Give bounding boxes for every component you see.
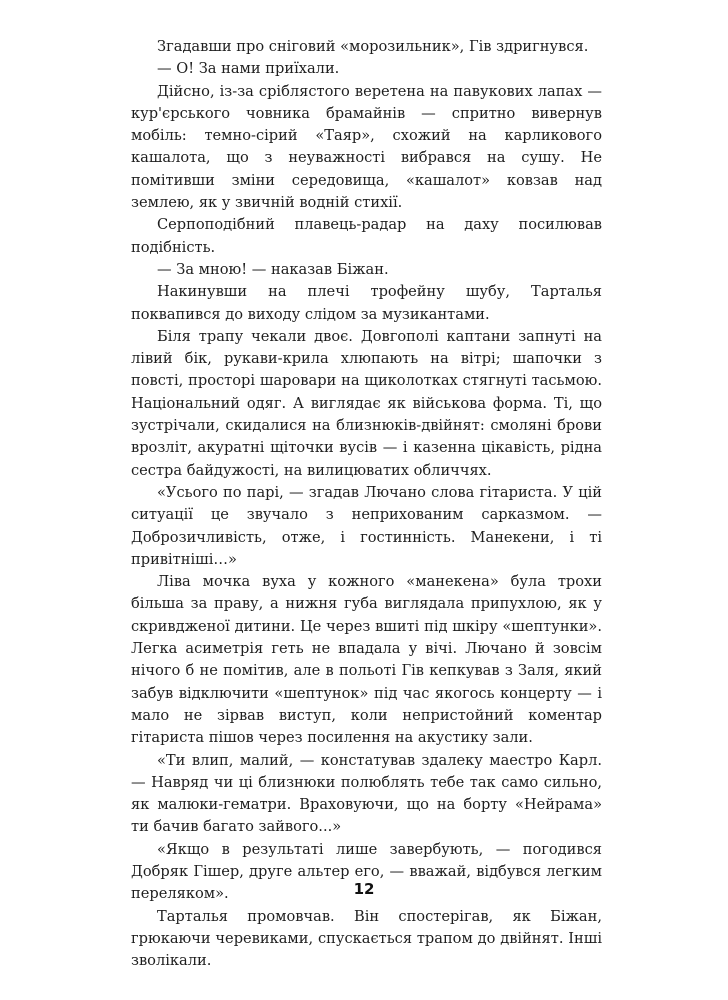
paragraph: Дійсно, із-за сріблястого веретена на павукових лапах — кур'єрського човника брамайнів — спритно вивернув мобіль: темно-сірий «Таяр», схожий на карликового кашалота, що з неуважності вибрався на сушу. Не помітивши зміни середовища, «кашалот» ковзав над землею, як у звичній водній стихії.	[131, 82, 602, 212]
paragraph: «Якщо в результаті лише завербують, — погодився Добряк Гішер, друге альтер его, — вважай, відбувся легким переляком».	[131, 840, 602, 903]
paragraph: — О! За нами приїхали.	[157, 60, 340, 78]
paragraph: Біля трапу чекали двоє. Довгополі каптани запнуті на лівий бік, рукави-крила хлюпають на вітрі; шапочки з повсті, просторі шаровари на щиколотках стягнуті тасьмою. Національний одяг. А виглядає як військова форма. Ті, що зустрічали, скидалися на близнюків-двійнят: смоляні брови врозліт, акуратні щіточки вусів — і казенна цікавість, рідна сестра байдужості, на вилицюватих обличчях.	[131, 327, 602, 479]
paragraph: Згадавши про сніговий «морозильник», Гів здригнувся.	[157, 38, 589, 55]
paragraph: Ліва мочка вуха у кожного «манекена» була трохи більша за праву, а нижня губа виглядала припухлою, як у скривдженої дитини. Це через вшиті під шкіру «шептунки». Легка асиметрія геть не впадала у вічі. Лючано й зовсім нічого б не помітив, але в польоті Гів кепкував з Заля, який забув відключити «шептунок» під час якогось концерту — і мало не зірвав виступ, коли непристойний коментар гітариста пішов через посилення на акустику зали.	[131, 573, 602, 747]
paragraph: «Усього по парі, — згадав Лючано слова гітариста. У цій ситуації це звучало з неприхованим сарказмом. — Доброзичливість, отже, і гостинність. Манекени, і ті привітніші…»	[131, 483, 602, 568]
page-text	[131, 36, 602, 972]
paragraph: Накинувши на плечі трофейну шубу, Тарталья поквапився до виходу слідом за музикантами.	[131, 283, 602, 323]
paragraph: «Ти влип, малий, — констатував здалеку маестро Карл. — Навряд чи ці близнюки полюблять тебе так само сильно, як малюки-гематри. Враховуючи, що на борту «Нейрама» ти бачив багато зайвого...»	[131, 751, 602, 836]
page-number: 12	[353, 880, 375, 898]
paragraph: — За мною! — наказав Біжан.	[157, 260, 389, 278]
paragraph: Серпоподібний плавець-радар на даху посилював подібність.	[131, 216, 602, 256]
paragraph: Тарталья промовчав. Він спостерігав, як Біжан, грюкаючи черевиками, спускається трапом до двійнят. Інші зволікали.	[131, 907, 602, 970]
